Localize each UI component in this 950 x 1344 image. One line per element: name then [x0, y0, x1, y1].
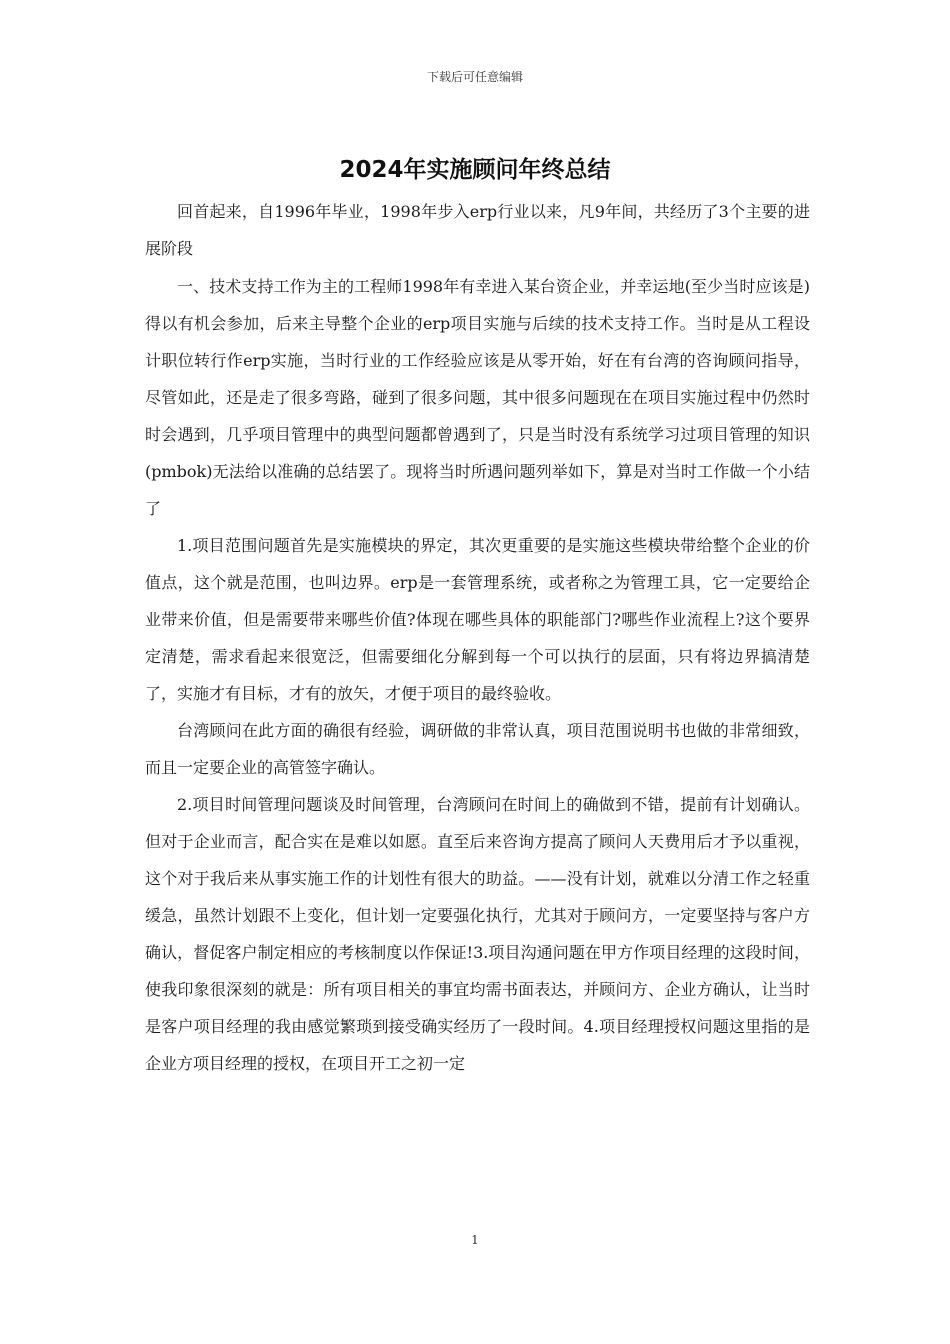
document-body: [145, 193, 810, 1082]
paragraph-taiwan-consultant: 台湾顾问在此方面的确很有经验，调研做的非常认真，项目范围说明书也做的非常细致，而且一定要企业的高管签字确认。: [145, 721, 810, 777]
document-title: 2024年实施顾问年终总结: [339, 157, 611, 183]
paragraph-time-management: 2.项目时间管理问题谈及时间管理，台湾顾问在时间上的确做到不错，提前有计划确认。但对于企业而言，配合实在是难以如愿。直至后来咨询方提高了顾问人天费用后才予以重视，这个对于我后来从事实施工作的计划性有很大的助益。——没有计划，就难以分清工作之轻重缓急，虽然计划跟不上变化，但计划一定要强化执行，尤其对于顾问方，一定要坚持与客户方确认，督促客户制定相应的考核制度以作保证!3.项目沟通问题在甲方作项目经理的这段时间，使我印象很深刻的就是：所有项目相关的事宜均需书面表达，并顾问方、企业方确认，让当时是客户项目经理的我由感觉繁琐到接受确实经历了一段时间。4.项目经理授权问题这里指的是企业方项目经理的授权，在项目开工之初一定: [145, 795, 810, 1073]
page-number: 1: [471, 1233, 479, 1247]
paragraph-stage-one: 一、技术支持工作为主的工程师1998年有幸进入某台资企业，并幸运地(至少当时应该是)得以有机会参加，后来主导整个企业的erp项目实施与后续的技术支持工作。当时是从工程设计职位转行作erp实施，当时行业的工作经验应该是从零开始，好在有台湾的咨询顾问指导，尽管如此，还是走了很多弯路，碰到了很多问题，其中很多问题现在在项目实施过程中仍然时时会遇到，几乎项目管理中的典型问题都曾遇到了，只是当时没有系统学习过项目管理的知识(pmbok)无法给以准确的总结罢了。现将当时所遇问题列举如下，算是对当时工作做一个小结了: [145, 277, 810, 518]
paragraph-intro: 回首起来，自1996年毕业，1998年步入erp行业以来，凡9年间，共经历了3个主要的进展阶段: [145, 202, 810, 258]
paragraph-scope: 1.项目范围问题首先是实施模块的界定，其次更重要的是实施这些模块带给整个企业的价值点，这个就是范围，也叫边界。erp是一套管理系统，或者称之为管理工具，它一定要给企业带来价值，但是需要带来哪些价值?体现在哪些具体的职能部门?哪些作业流程上?这个要界定清楚，需求看起来很宽泛，但需要细化分解到每一个可以执行的层面，只有将边界搞清楚了，实施才有目标，才有的放矢，才便于项目的最终验收。: [145, 536, 810, 703]
header-note: 下载后可任意编辑: [426, 70, 523, 84]
